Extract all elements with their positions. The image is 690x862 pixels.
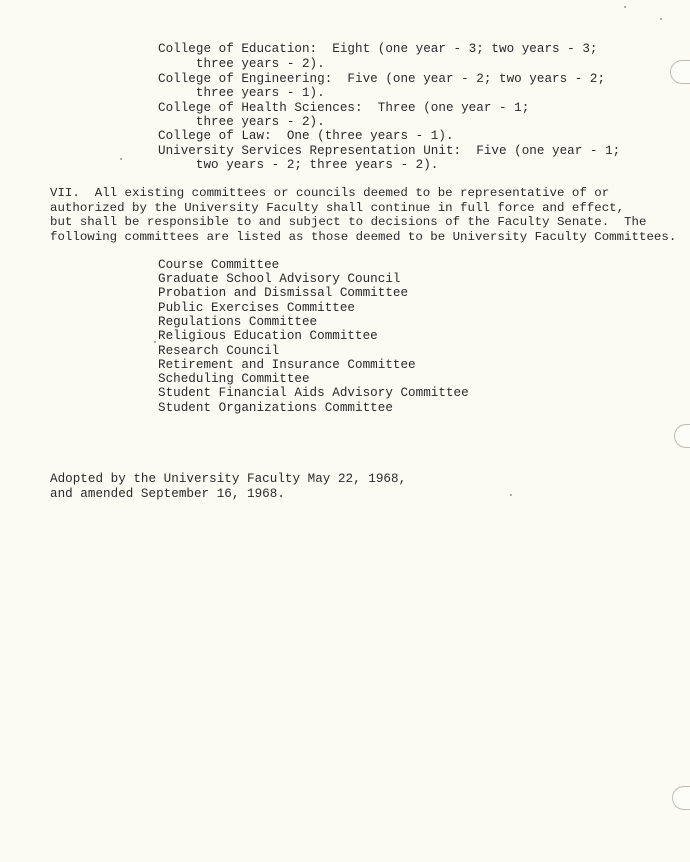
committee-item: Graduate School Advisory Council — [158, 272, 401, 286]
paper-speck — [154, 341, 156, 343]
committee-item: Course Committee — [158, 258, 280, 272]
committee-item: Religious Education Committee — [158, 329, 378, 343]
committee-item: Student Financial Aids Advisory Committee — [158, 386, 469, 400]
college-line: College of Engineering: Five (one year - 2; two years - 2; — [158, 72, 606, 86]
committee-item: Public Exercises Committee — [158, 301, 356, 315]
college-line: two years - 2; three years - 2). — [158, 158, 439, 172]
college-line: three years - 2). — [158, 57, 325, 71]
paper-speck — [624, 6, 626, 8]
section-vii-line: following committees are listed as those deemed to be University Faculty Committees. — [50, 230, 677, 244]
committee-item: Scheduling Committee — [158, 372, 310, 386]
committee-item: Student Organizations Committee — [158, 401, 393, 415]
college-line: University Services Representation Unit: Five (one year - 1; — [158, 144, 621, 158]
paper-speck — [510, 494, 512, 496]
college-line: three years - 1). — [158, 86, 325, 100]
section-vii-line: but shall be responsible to and subject to decisions of the Faculty Senate. The — [50, 215, 647, 229]
college-line: College of Education: Eight (one year - 3; two years - 3; — [158, 42, 598, 56]
section-vii-line: authorized by the University Faculty shall continue in full force and effect, — [50, 201, 625, 215]
paper-speck — [660, 18, 662, 20]
paper-speck — [120, 158, 122, 160]
binder-hole — [674, 424, 690, 448]
committee-item: Regulations Committee — [158, 315, 318, 329]
binder-hole — [672, 786, 690, 810]
college-line: College of Law: One (three years - 1). — [158, 129, 454, 143]
section-vii-line: VII. All existing committees or councils deemed to be representative of or — [50, 186, 610, 200]
college-line: three years - 2). — [158, 115, 325, 129]
binder-hole — [670, 60, 690, 84]
committee-item: Retirement and Insurance Committee — [158, 358, 416, 372]
committee-item: Research Council — [158, 344, 280, 358]
adoption-line: and amended September 16, 1968. — [50, 487, 285, 501]
college-line: College of Health Sciences: Three (one year - 1; — [158, 101, 530, 115]
adoption-line: Adopted by the University Faculty May 22, 1968, — [50, 472, 407, 486]
committee-item: Probation and Dismissal Committee — [158, 286, 409, 300]
